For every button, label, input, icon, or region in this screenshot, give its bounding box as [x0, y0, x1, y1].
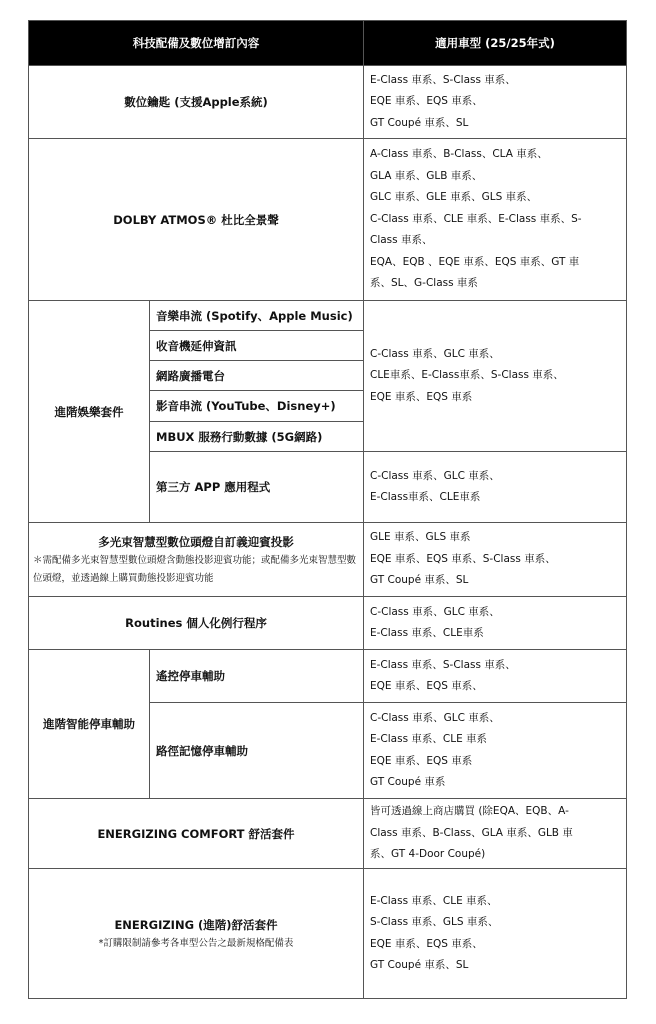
model-line: GT Coupé 車系、SL	[370, 959, 469, 971]
models-column-header: 適用車型 (25/25年式)	[364, 21, 627, 66]
table-row	[29, 597, 627, 650]
model-line: CLE車系、E-Class車系、S-Class 車系、	[370, 369, 564, 382]
feature-cell	[29, 869, 364, 999]
models-cell	[364, 703, 627, 799]
table-row	[29, 869, 627, 999]
models-cell	[364, 597, 627, 650]
model-line: GLA 車系、GLB 車系、	[370, 169, 483, 182]
model-line: GLE 車系、GLS 車系	[370, 531, 471, 544]
model-line: E-Class 車系、CLE車系	[370, 627, 484, 639]
model-line: Class 車系、	[370, 234, 433, 247]
sub-feature-cell: 網路廣播電台	[150, 361, 364, 391]
model-line: A-Class 車系、B-Class、CLA 車系、	[370, 148, 548, 161]
feature-note: *訂購限制請參考各車型公告之最新規格配備表	[98, 938, 294, 949]
sub-feature-cell: 收音機延伸資訊	[150, 331, 364, 361]
table-row	[29, 650, 627, 703]
models-cell	[364, 452, 627, 523]
table-row	[29, 301, 627, 331]
sub-feature-cell: 音樂串流 (Spotify、Apple Music)	[150, 301, 364, 331]
model-line: GT Coupé 車系	[370, 776, 446, 788]
sub-feature-cell: 遙控停車輔助	[150, 650, 364, 703]
group-cell-parking: 進階智能停車輔助	[29, 650, 150, 799]
model-line: GT Coupé 車系、SL	[370, 116, 469, 129]
table-row	[29, 523, 627, 597]
model-line: C-Class 車系、GLC 車系、	[370, 347, 500, 360]
model-line: GLC 車系、GLE 車系、GLS 車系、	[370, 191, 538, 204]
model-line: S-Class 車系、GLS 車系、	[370, 916, 499, 928]
feature-cell: Routines 個人化例行程序	[29, 597, 364, 650]
group-cell-entertainment: 進階娛樂套件	[29, 301, 150, 523]
models-cell	[364, 650, 627, 703]
model-line: EQE 車系、EQS 車系	[370, 754, 473, 767]
model-line: 皆可透過線上商店購買 (除EQA、EQB、A-	[370, 805, 569, 818]
model-line: EQE 車系、EQS 車系	[370, 390, 473, 403]
model-line: EQE 車系、EQS 車系、	[370, 95, 483, 108]
sub-feature-cell: 影音串流 (YouTube、Disney+)	[150, 391, 364, 422]
sub-feature-cell: 第三方 APP 應用程式	[150, 452, 364, 523]
model-line: EQE 車系、EQS 車系、S-Class 車系、	[370, 552, 556, 565]
feature-table	[28, 20, 627, 999]
models-cell	[364, 523, 627, 597]
feature-cell: ENERGIZING COMFORT 舒活套件	[29, 799, 364, 869]
model-line: 系、SL、G-Class 車系	[370, 277, 478, 290]
model-line: E-Class 車系、S-Class 車系、	[370, 73, 516, 86]
model-line: E-Class 車系、CLE 車系、	[370, 894, 498, 907]
model-line: EQA、EQB 、EQE 車系、EQS 車系、GT 車	[370, 255, 580, 268]
model-line: C-Class 車系、GLC 車系、	[370, 469, 500, 482]
table-row	[29, 66, 627, 139]
model-line: 系、GT 4-Door Coupé)	[370, 848, 486, 861]
model-line: Class 車系、B-Class、GLA 車系、GLB 車	[370, 826, 573, 839]
models-cell	[364, 799, 627, 869]
feature-cell: 數位鑰匙 (支援Apple系統)	[29, 66, 364, 139]
models-cell	[364, 301, 627, 452]
feature-title: 多光束智慧型數位頭燈自訂義迎賓投影	[98, 534, 294, 549]
feature-availability-document	[28, 20, 626, 999]
model-line: C-Class 車系、GLC 車系、	[370, 605, 500, 618]
model-line: C-Class 車系、CLE 車系、E-Class 車系、S-	[370, 212, 582, 225]
feature-cell: DOLBY ATMOS® 杜比全景聲	[29, 139, 364, 301]
feature-title: ENERGIZING (進階)舒活套件	[114, 918, 278, 932]
table-row	[29, 799, 627, 869]
table-header-row	[29, 21, 627, 66]
feature-column-header: 科技配備及數位增訂內容	[29, 21, 364, 66]
models-cell	[364, 66, 627, 139]
model-line: E-Class 車系、S-Class 車系、	[370, 658, 516, 671]
model-line: E-Class車系、CLE車系	[370, 491, 481, 503]
model-line: GT Coupé 車系、SL	[370, 574, 469, 587]
sub-feature-cell: 路徑記憶停車輔助	[150, 703, 364, 799]
models-cell	[364, 869, 627, 999]
feature-note: ＊需配備多光束智慧型數位頭燈含動態投影迎賓功能；或配備多光束智慧型數位頭燈，並透過線上購買動態投影迎賓功能	[33, 554, 357, 584]
model-line: C-Class 車系、GLC 車系、	[370, 711, 500, 724]
sub-feature-cell: MBUX 服務行動數據 (5G網路)	[150, 422, 364, 452]
model-line: EQE 車系、EQS 車系、	[370, 680, 483, 692]
models-cell	[364, 139, 627, 301]
table-row	[29, 139, 627, 301]
model-line: EQE 車系、EQS 車系、	[370, 937, 483, 950]
feature-cell	[29, 523, 364, 597]
model-line: E-Class 車系、CLE 車系	[370, 733, 488, 745]
